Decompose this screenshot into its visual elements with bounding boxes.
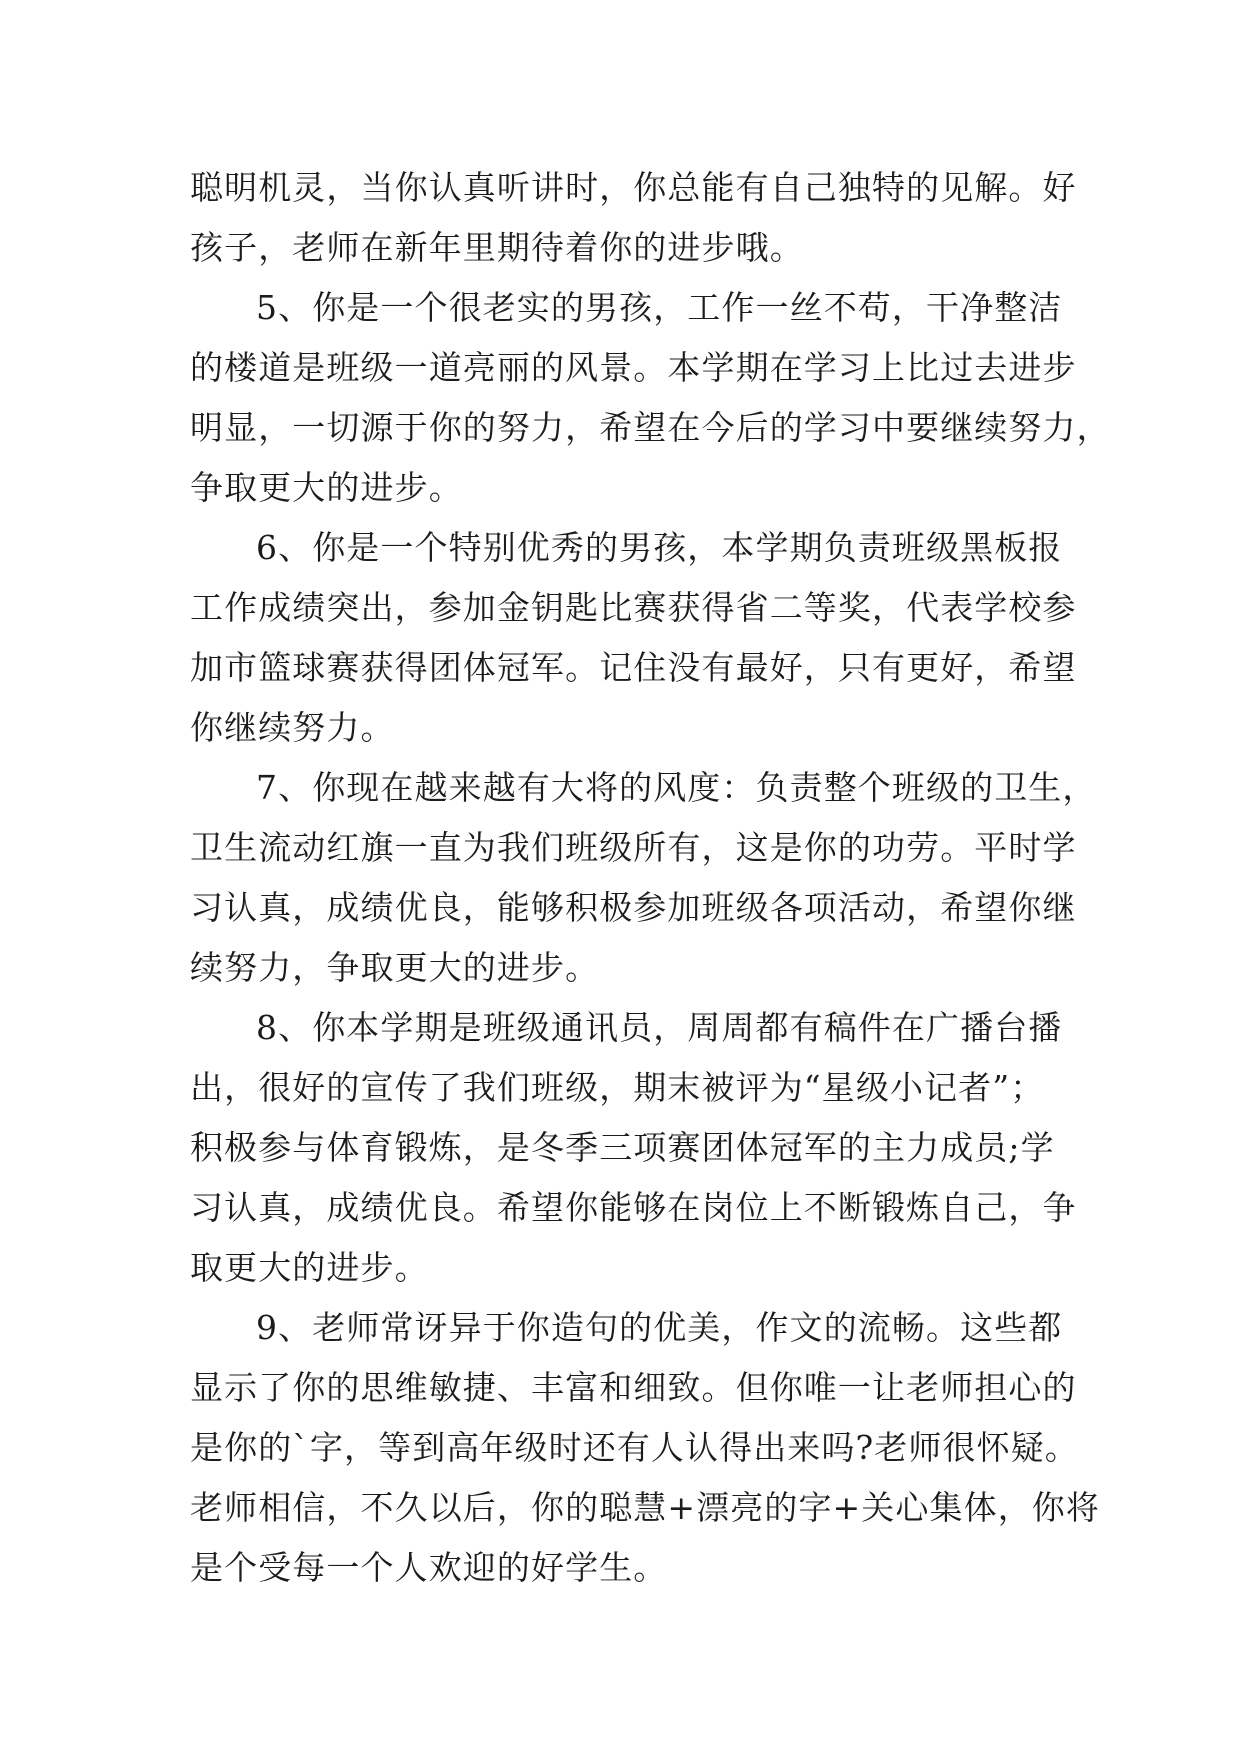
- text-line: 9、老师常讶异于你造句的优美，作文的流畅。这些都: [256, 1308, 1063, 1347]
- paragraph-item-6: [190, 518, 1077, 758]
- text-line: 是个受每一个人欢迎的好学生。: [190, 1548, 668, 1587]
- text-line: 续努力，争取更大的进步。: [190, 948, 600, 987]
- text-line: 争取更大的进步。: [190, 468, 463, 507]
- text-line: 孩子，老师在新年里期待着你的进步哦。: [190, 228, 804, 267]
- text-line: 卫生流动红旗一直为我们班级所有，这是你的功劳。平时学: [190, 828, 1077, 867]
- paragraph-item-5: [190, 278, 1111, 518]
- text-line: 是你的`字，等到高年级时还有人认得出来吗?老师很怀疑。: [190, 1428, 1079, 1467]
- text-line: 你继续努力。: [190, 708, 395, 747]
- text-line: 加市篮球赛获得团体冠军。记住没有最好，只有更好，希望: [190, 648, 1077, 687]
- text-line: 取更大的进步。: [190, 1248, 429, 1287]
- text-line: 8、你本学期是班级通讯员，周周都有稿件在广播台播: [256, 1008, 1063, 1047]
- paragraph-item-7: [190, 758, 1097, 998]
- text-line: 6、你是一个特别优秀的男孩，本学期负责班级黑板报: [256, 528, 1063, 567]
- paragraph-continuation: [190, 158, 1077, 278]
- text-line: 习认真，成绩优良。希望你能够在岗位上不断锻炼自己，争: [190, 1188, 1077, 1227]
- paragraph-item-9: [190, 1298, 1101, 1598]
- text-line: 积极参与体育锻炼，是冬季三项赛团体冠军的主力成员;学: [190, 1128, 1055, 1167]
- text-line: 习认真，成绩优良，能够积极参加班级各项活动，希望你继: [190, 888, 1077, 927]
- text-line: 的楼道是班级一道亮丽的风景。本学期在学习上比过去进步: [190, 348, 1077, 387]
- text-line: 显示了你的思维敏捷、丰富和细致。但你唯一让老师担心的: [190, 1368, 1077, 1407]
- text-line: 明显，一切源于你的努力，希望在今后的学习中要继续努力，: [190, 408, 1111, 447]
- text-line: 出，很好的宣传了我们班级，期末被评为“星级小记者”；: [190, 1068, 1045, 1107]
- document-body: [190, 158, 1111, 1598]
- text-line: 7、你现在越来越有大将的风度：负责整个班级的卫生，: [256, 768, 1097, 807]
- text-line: 老师相信，不久以后，你的聪慧+漂亮的字+关心集体，你将: [190, 1488, 1101, 1527]
- paragraph-item-8: [190, 998, 1077, 1298]
- text-line: 5、你是一个很老实的男孩，工作一丝不苟，干净整洁: [256, 288, 1063, 327]
- text-line: 聪明机灵，当你认真听讲时，你总能有自己独特的见解。好: [190, 168, 1077, 207]
- text-line: 工作成绩突出，参加金钥匙比赛获得省二等奖，代表学校参: [190, 588, 1077, 627]
